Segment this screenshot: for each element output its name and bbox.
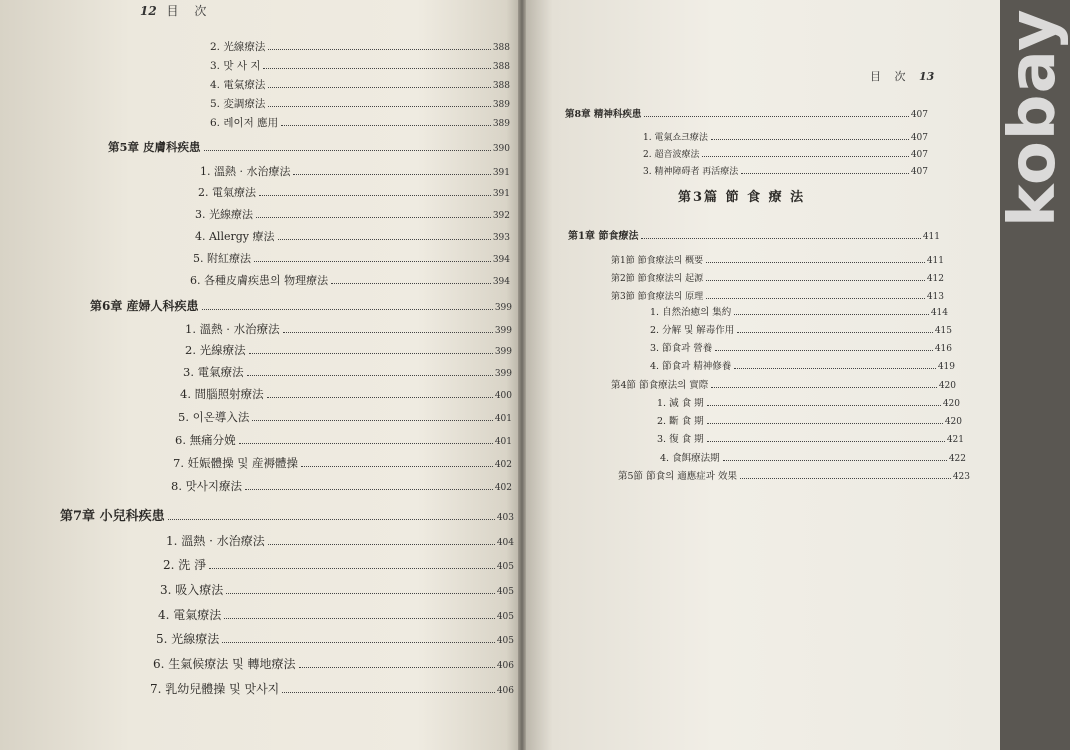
toc-entry-label: 6. 레이저 應用 <box>210 117 279 129</box>
toc-entry <box>650 322 952 337</box>
toc-entry-page: 407 <box>910 167 928 177</box>
toc-entry-page: 405 <box>496 562 514 572</box>
toc-entry-page: 407 <box>910 150 928 160</box>
dot-leader <box>737 332 933 333</box>
toc-entry <box>190 272 510 288</box>
left-page-header <box>140 2 212 19</box>
toc-entry-page: 394 <box>492 277 510 287</box>
watermark-logo <box>930 5 1070 235</box>
toc-entry-page: 402 <box>494 460 512 470</box>
right-header-text: 目 次 <box>870 70 911 83</box>
dot-leader <box>641 238 920 239</box>
toc-entry-page: 412 <box>926 274 944 284</box>
dot-leader <box>706 298 925 299</box>
left-page-number: 12 <box>140 4 157 18</box>
watermark-text: kobay <box>996 8 1070 227</box>
toc-entry <box>611 253 944 267</box>
toc-entry-page: 423 <box>952 472 970 482</box>
toc-entry-label: 2. 斷 食 期 <box>657 416 704 427</box>
dot-leader <box>254 261 491 262</box>
toc-entry-label: 第6章 産婦人科疾患 <box>90 299 199 313</box>
toc-entry <box>650 304 948 319</box>
dot-leader <box>281 125 491 126</box>
toc-entry <box>163 556 514 573</box>
toc-entry-label: 第5章 皮膚科疾患 <box>108 140 201 154</box>
toc-entry-label: 7. 妊娠體操 및 産褥體操 <box>173 456 299 470</box>
toc-entry-page: 415 <box>934 326 952 336</box>
dot-leader <box>202 309 493 310</box>
right-page-header <box>870 68 934 84</box>
toc-entry-label: 3. 精神障碍者 再活療法 <box>643 167 739 177</box>
toc-entry <box>160 581 514 598</box>
toc-entry-page: 420 <box>942 399 960 409</box>
toc-entry <box>657 413 962 428</box>
toc-entry <box>657 431 964 446</box>
toc-entry <box>611 271 944 285</box>
toc-entry-page: 411 <box>922 232 940 242</box>
toc-entry-page: 391 <box>492 189 510 199</box>
toc-entry-label: 1. 自然治癒의 集約 <box>650 307 732 318</box>
dot-leader <box>268 87 490 88</box>
toc-entry-page: 401 <box>494 414 512 424</box>
toc-entry-label: 3. 맛 사 지 <box>210 60 261 72</box>
dot-leader <box>331 283 491 284</box>
toc-entry <box>193 250 510 266</box>
dot-leader <box>723 460 947 461</box>
toc-entry-page: 420 <box>944 417 962 427</box>
dot-leader <box>259 195 491 196</box>
dot-leader <box>226 593 495 594</box>
dot-leader <box>706 280 925 281</box>
toc-chapter-entry <box>568 227 940 243</box>
toc-entry-label: 2. 超音波療法 <box>643 150 700 160</box>
toc-entry-page: 414 <box>930 308 948 318</box>
dot-leader <box>741 173 909 174</box>
toc-entry <box>185 342 512 358</box>
dot-leader <box>252 420 492 421</box>
toc-entry-page: 393 <box>492 233 510 243</box>
toc-entry-page: 419 <box>937 362 955 372</box>
toc-entry-page: 407 <box>910 133 928 143</box>
toc-entry-page: 388 <box>492 43 510 53</box>
book-gutter <box>518 0 526 750</box>
toc-entry-label: 第1節 節食療法의 概要 <box>611 256 704 266</box>
toc-entry-page: 389 <box>492 100 510 110</box>
right-page-number: 13 <box>919 70 935 83</box>
toc-entry-label: 2. 電氣療法 <box>198 186 256 199</box>
toc-entry <box>200 163 510 179</box>
dot-leader <box>644 116 908 117</box>
toc-chapter-entry <box>108 139 510 155</box>
toc-entry-page: 399 <box>494 326 512 336</box>
toc-entry <box>195 206 510 222</box>
toc-entry-page: 405 <box>496 636 514 646</box>
dot-leader <box>222 642 495 643</box>
toc-entry-page: 406 <box>496 661 514 671</box>
toc-entry-page: 400 <box>494 391 512 401</box>
toc-entry <box>150 680 514 697</box>
toc-entry-page: 420 <box>938 381 956 391</box>
dot-leader <box>278 239 491 240</box>
toc-entry-page: 422 <box>948 454 966 464</box>
toc-chapter-entry <box>90 297 512 314</box>
toc-entry <box>153 655 514 672</box>
toc-entry-page: 399 <box>494 369 512 379</box>
toc-entry <box>180 386 512 402</box>
toc-entry-label: 4. 節食과 精神修養 <box>650 361 732 372</box>
toc-entry-label: 5. 変調療法 <box>210 98 266 110</box>
toc-entry-label: 6. 無痛分娩 <box>175 433 236 447</box>
toc-entry-label: 2. 光線療法 <box>210 41 266 53</box>
toc-entry <box>618 468 970 483</box>
dot-leader <box>209 568 495 569</box>
toc-entry-label: 1. 溫熱 · 水治療法 <box>166 534 265 548</box>
dot-leader <box>282 692 495 693</box>
toc-entry-label: 第5節 節食의 適應症과 效果 <box>618 471 737 482</box>
dot-leader <box>247 375 493 376</box>
toc-entry-label: 3. 吸入療法 <box>160 583 224 597</box>
toc-entry-label: 2. 洗 淨 <box>163 558 207 572</box>
left-header-text: 目 次 <box>166 4 213 18</box>
toc-entry-label: 3. 電氣療法 <box>183 365 244 379</box>
toc-entry <box>195 228 510 244</box>
dot-leader <box>268 544 495 545</box>
toc-entry <box>173 455 512 471</box>
toc-entry-page: 394 <box>492 255 510 265</box>
toc-entry-page: 401 <box>494 437 512 447</box>
toc-entry-page: 413 <box>926 292 944 302</box>
toc-entry-label: 第4節 節食療法의 實際 <box>611 380 709 391</box>
toc-entry-label: 第7章 小兒科疾患 <box>60 509 165 524</box>
dot-leader <box>711 139 909 140</box>
toc-entry <box>210 96 510 111</box>
toc-entry-page: 399 <box>494 303 512 313</box>
toc-entry-label: 2. 分解 및 解毒作用 <box>650 325 735 336</box>
toc-chapter-entry <box>60 505 514 524</box>
toc-entry-page: 406 <box>496 686 514 696</box>
dot-leader <box>702 156 908 157</box>
dot-leader <box>299 667 495 668</box>
dot-leader <box>268 49 490 50</box>
toc-entry <box>657 395 960 410</box>
toc-entry <box>611 377 956 392</box>
toc-entry-label: 4. 食餌療法期 <box>660 453 720 464</box>
toc-entry <box>210 39 510 54</box>
dot-leader <box>707 441 945 442</box>
dot-leader <box>256 217 491 218</box>
toc-entry-page: 421 <box>946 435 964 445</box>
toc-entry <box>660 450 966 465</box>
toc-entry-label: 3. 節食과 營養 <box>650 343 713 354</box>
toc-entry <box>611 289 944 303</box>
toc-entry-label: 5. 光線療法 <box>156 632 220 646</box>
toc-entry-label: 5. 이온導入法 <box>178 410 250 424</box>
toc-entry-label: 1. 溫熱 · 水治療法 <box>185 322 280 336</box>
toc-entry <box>198 184 510 200</box>
toc-entry-page: 407 <box>910 110 928 120</box>
dot-leader <box>734 368 936 369</box>
dot-leader <box>245 489 493 490</box>
toc-entry-label: 6. 生氣候療法 및 轉地療法 <box>153 657 296 671</box>
toc-entry-label: 4. 電氣療法 <box>210 79 266 91</box>
toc-entry-label: 4. Allergy 療法 <box>195 230 275 243</box>
toc-entry <box>156 630 514 647</box>
dot-leader <box>740 478 951 479</box>
toc-entry <box>643 147 928 161</box>
toc-entry <box>178 409 512 425</box>
toc-entry <box>171 478 512 494</box>
toc-entry <box>166 532 514 549</box>
toc-entry <box>650 340 952 355</box>
toc-entry-label: 第1章 節食療法 <box>568 231 639 242</box>
dot-leader <box>715 350 933 351</box>
toc-chapter-entry <box>565 106 928 121</box>
toc-entry <box>183 364 512 380</box>
toc-entry <box>643 130 928 144</box>
toc-entry-label: 4. 間腦照射療法 <box>180 387 264 401</box>
toc-entry <box>175 432 512 448</box>
toc-entry-page: 388 <box>492 62 510 72</box>
toc-entry-label: 4. 電氣療法 <box>158 608 222 622</box>
toc-entry-label: 5. 附紅療法 <box>193 252 251 265</box>
toc-entry-page: 404 <box>496 538 514 548</box>
toc-entry-page: 402 <box>494 483 512 493</box>
toc-entry-page: 416 <box>934 344 952 354</box>
toc-entry-page: 411 <box>926 256 944 266</box>
dot-leader <box>711 387 937 388</box>
toc-entry-page: 405 <box>496 587 514 597</box>
toc-entry-page: 405 <box>496 612 514 622</box>
toc-entry-label: 2. 光線療法 <box>185 343 246 357</box>
dot-leader <box>224 618 495 619</box>
toc-entry-page: 399 <box>494 347 512 357</box>
toc-entry <box>650 358 955 373</box>
toc-entry-label: 1. 溫熱 · 水治療法 <box>200 165 291 178</box>
toc-entry <box>210 58 510 73</box>
toc-entry-page: 403 <box>496 513 514 523</box>
toc-entry-label: 第2節 節食療法의 起源 <box>611 274 704 284</box>
toc-entry <box>643 164 928 178</box>
dot-leader <box>706 262 925 263</box>
dot-leader <box>734 314 929 315</box>
toc-entry <box>210 77 510 92</box>
dot-leader <box>283 332 493 333</box>
toc-entry-page: 392 <box>492 211 510 221</box>
dot-leader <box>204 150 491 151</box>
toc-entry-label: 第3節 節食療法의 原理 <box>611 292 704 302</box>
dot-leader <box>168 519 495 520</box>
dot-leader <box>293 174 490 175</box>
toc-entry <box>158 606 514 623</box>
dot-leader <box>268 106 490 107</box>
toc-entry-label: 7. 乳幼兒體操 및 맛사지 <box>150 682 280 696</box>
toc-entry-page: 389 <box>492 119 510 129</box>
dot-leader <box>707 405 941 406</box>
toc-entry-label: 1. 電氣쇼크療法 <box>643 133 708 143</box>
section-title: 第3篇 節 食 療 法 <box>678 190 806 205</box>
dot-leader <box>263 68 490 69</box>
toc-entry-label: 8. 맛사지療法 <box>171 479 242 493</box>
dot-leader <box>267 397 493 398</box>
toc-entry-label: 3. 光線療法 <box>195 208 253 221</box>
toc-entry-label: 第8章 精神科疾患 <box>565 109 642 120</box>
dot-leader <box>239 443 493 444</box>
toc-entry-label: 1. 減 食 期 <box>657 398 704 409</box>
dot-leader <box>249 353 493 354</box>
toc-entry-page: 391 <box>492 168 510 178</box>
toc-entry-page: 388 <box>492 81 510 91</box>
toc-entry <box>210 115 510 130</box>
toc-entry <box>185 321 512 337</box>
toc-entry-page: 390 <box>492 144 510 154</box>
toc-entry-label: 6. 各種皮膚疾患의 物理療法 <box>190 274 329 287</box>
dot-leader <box>301 466 493 467</box>
toc-entry-label: 3. 復 食 期 <box>657 434 704 445</box>
dot-leader <box>707 423 943 424</box>
